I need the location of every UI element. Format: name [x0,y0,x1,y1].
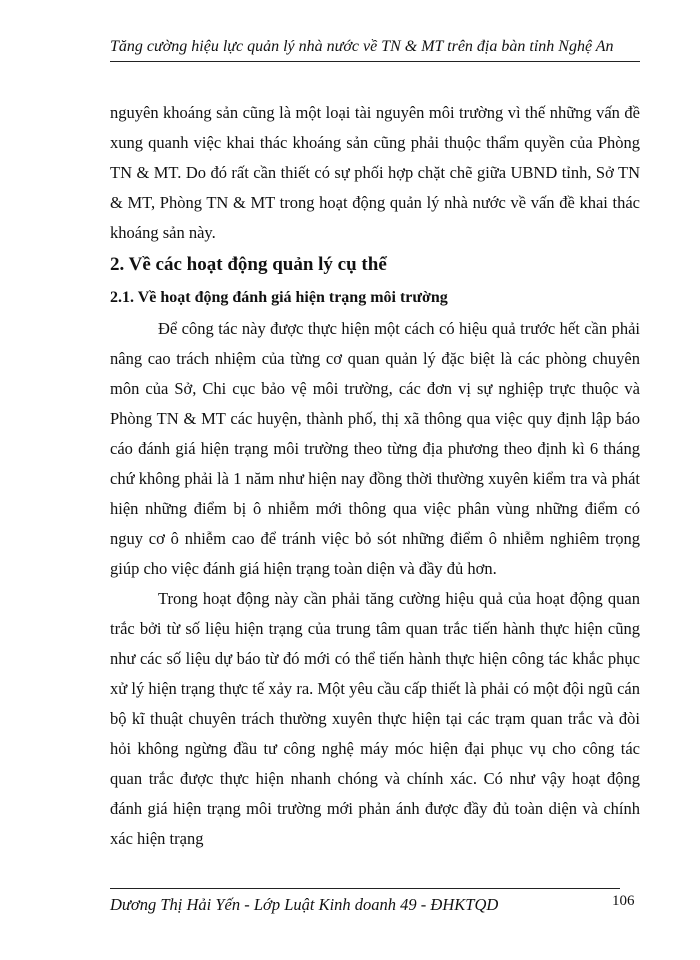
footer-author: Dương Thị Hải Yến - Lớp Luật Kinh doanh 49 - ĐHKTQD [110,895,499,914]
paragraph-continuation: nguyên khoáng sản cũng là một loại tài nguyên môi trường vì thế những vấn đề xung quanh việc khai thác khoáng sản cũng phải thuộc thẩm quyền của Phòng TN & MT. Do đó rất cần thiết có sự phối hợp chặt chẽ giữa UBND tỉnh, Sở TN & MT, Phòng TN & MT trong hoạt động quản lý nhà nước về vấn đề khai thác khoáng sản này. [110,103,640,242]
subsection-heading: 2.1. Về hoạt động đánh giá hiện trạng môi trường [110,289,448,306]
body-text [110,98,640,854]
footer-divider [110,888,620,889]
running-header: Tăng cường hiệu lực quản lý nhà nước về TN & MT trên địa bàn tỉnh Nghệ An [110,38,640,62]
paragraph: Để công tác này được thực hiện một cách có hiệu quả trước hết cần phải nâng cao trách nhiệm của từng cơ quan quản lý đặc biệt là các phòng chuyên môn của Sở, Chi cục bảo vệ môi trường, các đơn vị sự nghiệp trực thuộc và Phòng TN & MT các huyện, thành phố, thị xã thông qua việc quy định lập báo cáo đánh giá hiện trạng môi trường theo từng địa phương theo định kì 6 tháng chứ không phải là 1 năm như hiện nay đồng thời thường xuyên kiểm tra và phát hiện những điểm bị ô nhiễm mới thông qua việc phân vùng những điểm có nguy cơ ô nhiễm cao để tránh việc bỏ sót những điểm ô nhiễm nghiêm trọng giúp cho việc đánh giá hiện trạng toàn diện và đầy đủ hơn. [110,319,640,578]
paragraph: Trong hoạt động này cần phải tăng cường hiệu quả của hoạt động quan trắc bởi từ số liệu hiện trạng của trung tâm quan trắc tiến hành thực hiện cũng như các số liệu dự báo từ đó mới có thể tiến hành thực hiện công tác khắc phục xử lý hiện trạng thực tế xảy ra. Một yêu cầu cấp thiết là phải có một đội ngũ cán bộ kĩ thuật chuyên trách thường xuyên thực hiện tại các trạm quan trắc và đòi hỏi không ngừng đầu tư công nghệ máy móc hiện đại phục vụ cho công tác quan trắc được thực hiện nhanh chóng và chính xác. Có như vậy hoạt động đánh giá hiện trạng môi trường mới phản ánh được đầy đủ toàn diện và chính xác hiện trạng [110,589,640,848]
section-heading: 2. Về các hoạt động quản lý cụ thể [110,254,387,275]
page-number: 106 [612,893,635,909]
